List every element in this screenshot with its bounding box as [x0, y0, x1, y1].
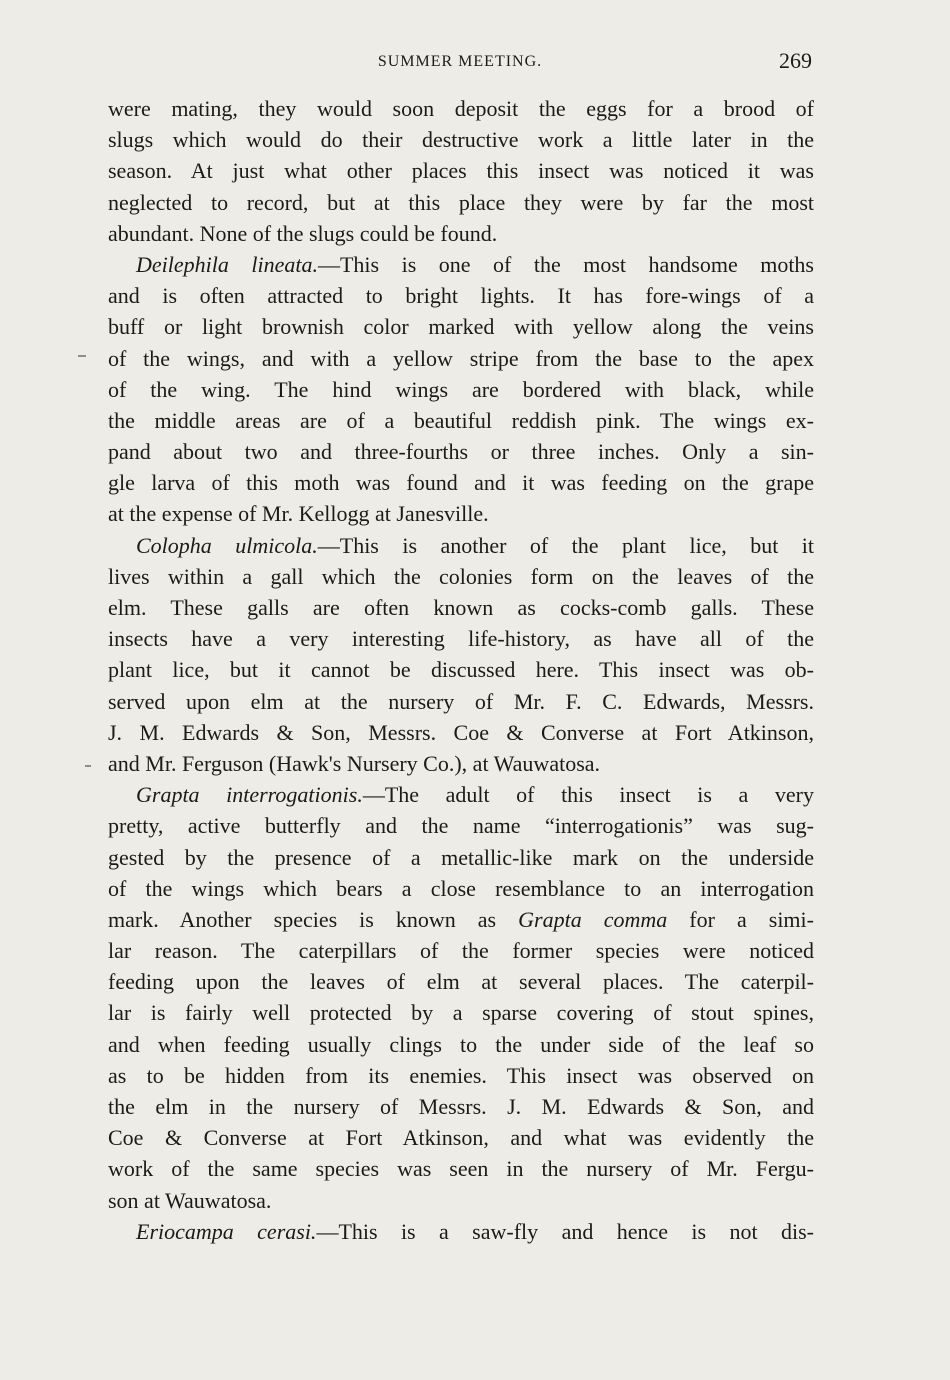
text-line: of the wings, and with a yellow stripe from the base to the apex [108, 345, 814, 371]
paragraph-colopha-ulmicola [108, 530, 814, 780]
text-line: were mating, they would soon deposit the eggs for a brood of [108, 96, 814, 121]
text-line: buff or light brownish color marked with yellow along the veins [108, 314, 814, 340]
page-number: 269 [779, 48, 812, 73]
text-run: mark. Another species is known as [108, 906, 519, 932]
text-line [108, 530, 814, 561]
text-line: at the expense of Mr. Kellogg at Janesville. [108, 501, 489, 527]
text-line: work of the same species was seen in the nursery of Mr. Fergu- [108, 1156, 814, 1182]
text-line: and when feeding usually clings to the under side of the leaf so [108, 1031, 814, 1057]
text-line: served upon elm at the nursery of Mr. F. C. Edwards, Messrs. [108, 688, 814, 714]
text-run: —This is one of the most handsome moths [317, 251, 814, 277]
text-line: feeding upon the leaves of elm at several places. The caterpil- [108, 969, 814, 995]
text-line [108, 249, 814, 280]
text-line: of the wing. The hind wings are bordered with black, while [108, 376, 814, 402]
text-line: of the wings which bears a close resemblance to an interrogation [108, 875, 814, 901]
text-line: and Mr. Ferguson (Hawk's Nursery Co.), at Wauwatosa. [108, 750, 601, 776]
text-line: gle larva of this moth was found and it was feeding on the grape [108, 470, 814, 496]
running-head [108, 48, 812, 82]
text-line [108, 1216, 814, 1247]
species-name: Grapta interrogationis. [136, 782, 363, 808]
species-name: Colopha ulmicola. [136, 532, 318, 558]
text-line: lives within a gall which the colonies form on the leaves of the [108, 563, 814, 589]
text-line: the middle areas are of a beautiful reddish pink. The wings ex- [108, 407, 814, 433]
text-line [108, 904, 814, 935]
text-line: season. At just what other places this insect was noticed it was [108, 158, 814, 184]
body-text [108, 93, 814, 1247]
text-run: —The adult of this insect is a very [362, 782, 814, 808]
text-line: lar is fairly well protected by a sparse covering of stout spines, [108, 1000, 814, 1026]
text-run: for a simi- [667, 906, 814, 932]
paragraph-eriocampa-cerasi [108, 1216, 814, 1247]
species-name: Grapta comma [518, 906, 668, 932]
margin-mark [78, 355, 86, 357]
species-name: Deilephila lineata. [136, 251, 318, 277]
text-line: neglected to record, but at this place they were by far the most [108, 189, 814, 215]
text-line: Coe & Converse at Fort Atkinson, and what was evidently the [108, 1125, 814, 1151]
text-line: elm. These galls are often known as cocks-comb galls. These [108, 595, 814, 620]
text-line [108, 779, 814, 810]
text-line: pretty, active butterfly and the name “interrogationis” was sug- [108, 813, 814, 839]
text-line: gested by the presence of a metallic-like mark on the underside [108, 844, 814, 870]
text-line: and is often attracted to bright lights. It has fore-wings of a [108, 283, 814, 309]
text-line: son at Wauwatosa. [108, 1187, 272, 1213]
running-title: SUMMER MEETING. [377, 53, 543, 70]
text-line: as to be hidden from its enemies. This insect was observed on [108, 1062, 814, 1088]
text-line: slugs which would do their destructive work a little later in the [108, 127, 814, 153]
paragraph-grapta-interrogationis [108, 779, 814, 1216]
paragraph-deilephila-lineata [108, 249, 814, 530]
paragraph-slug-continuation [108, 93, 814, 249]
text-line: insects have a very interesting life-history, as have all of the [108, 626, 814, 652]
text-line: pand about two and three-fourths or three inches. Only a sin- [108, 439, 814, 465]
species-name: Eriocampa cerasi. [136, 1218, 317, 1244]
text-line: the elm in the nursery of Messrs. J. M. Edwards & Son, and [108, 1094, 814, 1119]
text-run: —This is another of the plant lice, but it [317, 532, 814, 558]
text-line: lar reason. The caterpillars of the former species were noticed [108, 938, 814, 964]
text-line: plant lice, but it cannot be discussed here. This insect was ob- [108, 657, 814, 683]
text-line: abundant. None of the slugs could be found. [108, 220, 498, 246]
text-run: —This is a saw-fly and hence is not dis- [316, 1218, 815, 1244]
text-line: J. M. Edwards & Son, Messrs. Coe & Converse at Fort Atkinson, [108, 719, 814, 745]
margin-mark [85, 765, 91, 767]
